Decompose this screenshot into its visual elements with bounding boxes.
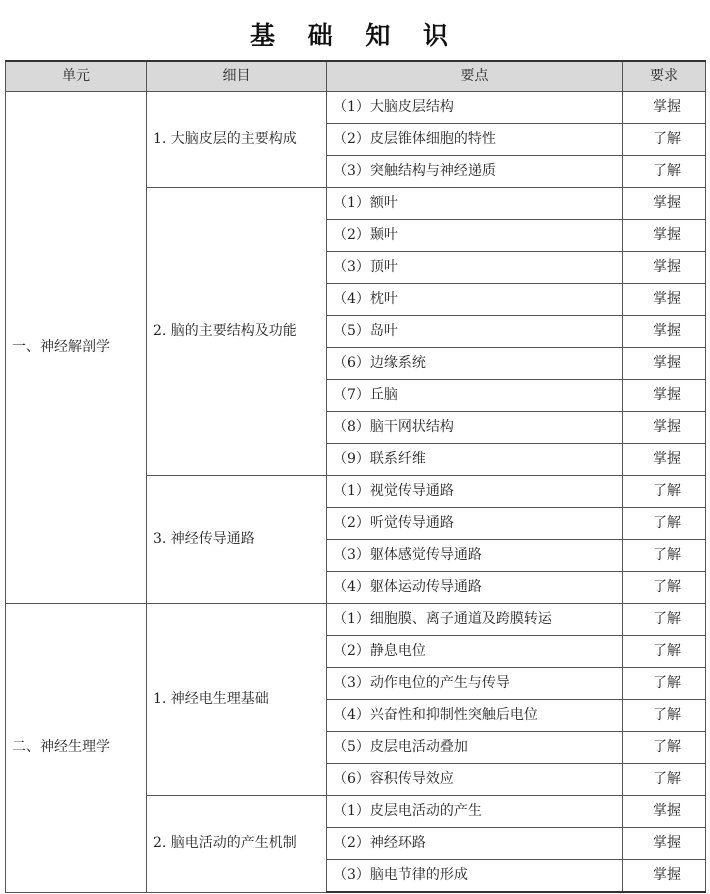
point-cell: （3）脑电节律的形成 bbox=[327, 860, 623, 893]
syllabus-table bbox=[5, 60, 706, 893]
requirement-cell: 了解 bbox=[623, 732, 706, 764]
header-subject: 细目 bbox=[147, 61, 327, 92]
requirement-cell: 掌握 bbox=[623, 92, 706, 124]
requirement-cell: 了解 bbox=[623, 476, 706, 508]
requirement-cell: 掌握 bbox=[623, 348, 706, 380]
point-cell: （3）动作电位的产生与传导 bbox=[327, 668, 623, 700]
table-body bbox=[6, 92, 706, 893]
requirement-cell: 了解 bbox=[623, 572, 706, 604]
point-cell: （1）细胞膜、离子通道及跨膜转运 bbox=[327, 604, 623, 636]
requirement-cell: 了解 bbox=[623, 604, 706, 636]
point-cell: （7）丘脑 bbox=[327, 380, 623, 412]
point-cell: （2）神经环路 bbox=[327, 828, 623, 860]
point-cell: （4）躯体运动传导通路 bbox=[327, 572, 623, 604]
subject-cell: 2. 脑的主要结构及功能 bbox=[147, 188, 327, 476]
unit-cell: 二、神经生理学 bbox=[6, 604, 147, 893]
point-cell: （3）顶叶 bbox=[327, 252, 623, 284]
point-cell: （5）岛叶 bbox=[327, 316, 623, 348]
requirement-cell: 掌握 bbox=[623, 188, 706, 220]
requirement-cell: 了解 bbox=[623, 508, 706, 540]
requirement-cell: 了解 bbox=[623, 540, 706, 572]
requirement-cell: 了解 bbox=[623, 636, 706, 668]
point-cell: （4）兴奋性和抑制性突触后电位 bbox=[327, 700, 623, 732]
point-cell: （9）联系纤维 bbox=[327, 444, 623, 476]
requirement-cell: 了解 bbox=[623, 700, 706, 732]
requirement-cell: 掌握 bbox=[623, 316, 706, 348]
point-cell: （6）容积传导效应 bbox=[327, 764, 623, 796]
requirement-cell: 了解 bbox=[623, 764, 706, 796]
table-header-row bbox=[6, 61, 706, 92]
page-title: 基 础 知 识 bbox=[249, 21, 461, 50]
subject-cell: 2. 脑电活动的产生机制 bbox=[147, 796, 327, 893]
requirement-cell: 掌握 bbox=[623, 252, 706, 284]
requirement-cell: 了解 bbox=[623, 668, 706, 700]
point-cell: （5）皮层电活动叠加 bbox=[327, 732, 623, 764]
point-cell: （1）额叶 bbox=[327, 188, 623, 220]
requirement-cell: 掌握 bbox=[623, 444, 706, 476]
point-cell: （4）枕叶 bbox=[327, 284, 623, 316]
requirement-cell: 了解 bbox=[623, 156, 706, 188]
point-cell: （3）突触结构与神经递质 bbox=[327, 156, 623, 188]
subject-cell: 1. 神经电生理基础 bbox=[147, 604, 327, 796]
requirement-cell: 掌握 bbox=[623, 284, 706, 316]
point-cell: （1）皮层电活动的产生 bbox=[327, 796, 623, 828]
table-row bbox=[6, 92, 706, 124]
point-cell: （2）颞叶 bbox=[327, 220, 623, 252]
point-cell: （2）听觉传导通路 bbox=[327, 508, 623, 540]
point-cell: （2）静息电位 bbox=[327, 636, 623, 668]
point-cell: （8）脑干网状结构 bbox=[327, 412, 623, 444]
requirement-cell: 掌握 bbox=[623, 796, 706, 828]
subject-cell: 1. 大脑皮层的主要构成 bbox=[147, 92, 327, 188]
point-cell: （1）视觉传导通路 bbox=[327, 476, 623, 508]
requirement-cell: 了解 bbox=[623, 124, 706, 156]
point-cell: （3）躯体感觉传导通路 bbox=[327, 540, 623, 572]
point-cell: （1）大脑皮层结构 bbox=[327, 92, 623, 124]
point-cell: （6）边缘系统 bbox=[327, 348, 623, 380]
header-requirement: 要求 bbox=[623, 61, 706, 92]
unit-cell: 一、神经解剖学 bbox=[6, 92, 147, 604]
requirement-cell: 掌握 bbox=[623, 412, 706, 444]
subject-cell: 3. 神经传导通路 bbox=[147, 476, 327, 604]
table-row bbox=[6, 604, 706, 636]
point-cell: （2）皮层锥体细胞的特性 bbox=[327, 124, 623, 156]
requirement-cell: 掌握 bbox=[623, 860, 706, 893]
requirement-cell: 掌握 bbox=[623, 828, 706, 860]
requirement-cell: 掌握 bbox=[623, 380, 706, 412]
header-point: 要点 bbox=[327, 61, 623, 92]
header-unit: 单元 bbox=[6, 61, 147, 92]
requirement-cell: 掌握 bbox=[623, 220, 706, 252]
